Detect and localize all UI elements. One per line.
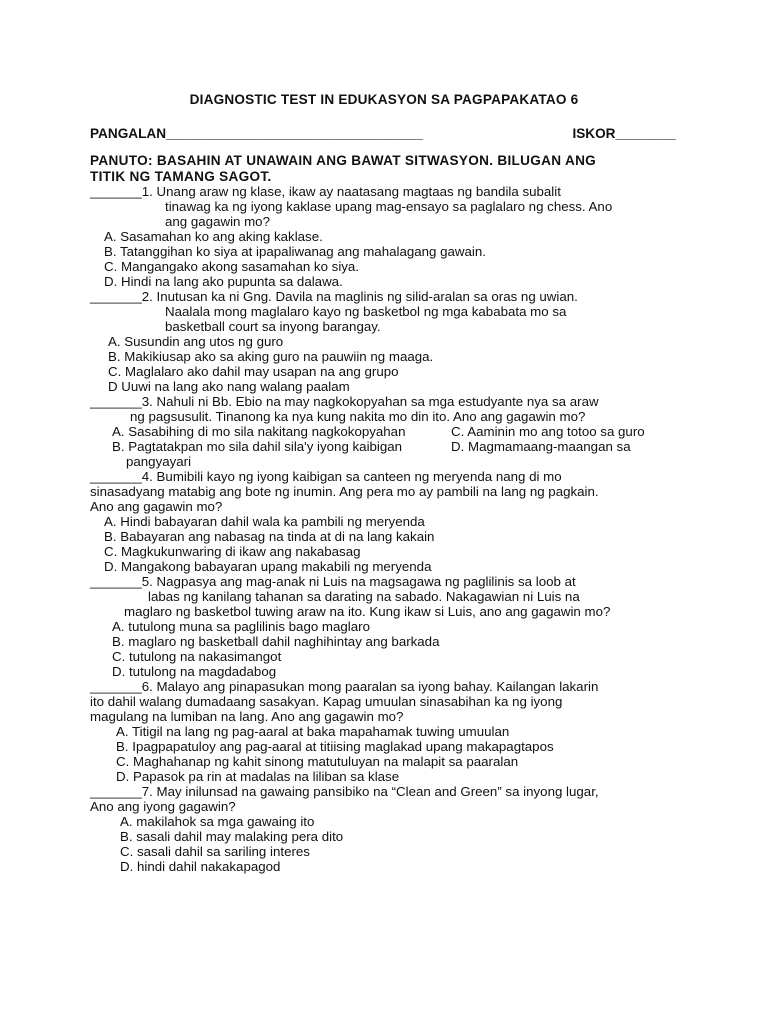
question-1 xyxy=(90,184,690,289)
question-4-option-d: D. Mangakong babayaran upang makabili ng meryenda xyxy=(104,559,432,574)
question-3-line-1: _______3. Nahuli ni Bb. Ebio na may nagkokopyahan sa mga estudyante nya sa araw xyxy=(90,394,599,409)
question-2-line-1: _______2. Inutusan ka ni Gng. Davila na maglinis ng silid-aralan sa oras ng uwian. xyxy=(90,289,578,304)
question-3-line-2: ng pagsusulit. Tinanong ka nya kung nakita mo din ito. Ano ang gagawin mo? xyxy=(130,409,586,424)
question-7-option-d: D. hindi dahil nakakapagod xyxy=(120,859,281,874)
instructions-line-2: TITIK NG TAMANG SAGOT. xyxy=(90,168,272,184)
question-4-option-a: A. Hindi babayaran dahil wala ka pambili ng meryenda xyxy=(104,514,425,529)
question-6-line-2: ito dahil walang dumadaang sasakyan. Kapag umuulan sinasabihan ka ng iyong xyxy=(90,694,563,709)
question-4-line-3: Ano ang gagawin mo? xyxy=(90,499,223,514)
question-2-line-2: Naalala mong maglalaro kayo ng basketbol ng mga kababata mo sa xyxy=(165,304,567,319)
question-6-option-c: C. Maghahanap ng kahit sinong matutuluyan na malapit sa paaralan xyxy=(116,754,519,769)
question-4-line-1: _______4. Bumibili kayo ng iyong kaibigan sa canteen ng meryenda nang di mo xyxy=(90,469,562,484)
question-1-line-2: tinawag ka ng iyong kaklase upang mag-ensayo sa paglalaro ng chess. Ano xyxy=(165,199,613,214)
instructions xyxy=(90,153,680,184)
question-7-option-b: B. sasali dahil may malaking pera dito xyxy=(120,829,344,844)
question-2-option-a: A. Susundin ang utos ng guro xyxy=(108,334,284,349)
score-field-label: ISKOR________ xyxy=(572,126,676,141)
question-3-option-c: C. Aaminin mo ang totoo sa guro xyxy=(451,424,645,439)
instructions-line-1: PANUTO: BASAHIN AT UNAWAIN ANG BAWAT SITWASYON. BILUGAN ANG xyxy=(90,153,597,168)
question-1-option-d: D. Hindi na lang ako pupunta sa dalawa. xyxy=(104,274,343,289)
question-2-option-c: C. Maglalaro ako dahil may usapan na ang grupo xyxy=(108,364,399,379)
question-3-options-row-2 xyxy=(90,439,690,454)
question-3-option-d-continued: pangyayari xyxy=(126,454,192,469)
question-4-option-c: C. Magkukunwaring di ikaw ang nakabasag xyxy=(104,544,361,559)
document-title: DIAGNOSTIC TEST IN EDUKASYON SA PAGPAPAKATAO 6 xyxy=(189,92,579,107)
question-6-line-3: magulang na lumiban na lang. Ano ang gagawin mo? xyxy=(90,709,404,724)
question-4-option-b: B. Babayaran ang nabasag na tinda at di na lang kakain xyxy=(104,529,435,544)
name-score-row xyxy=(90,126,676,144)
question-1-line-3: ang gagawin mo? xyxy=(165,214,270,229)
question-7-option-a: A. makilahok sa mga gawaing ito xyxy=(120,814,315,829)
question-5-line-1: _______5. Nagpasya ang mag-anak ni Luis na magsagawa ng paglilinis sa loob at xyxy=(90,574,576,589)
name-field-label: PANGALAN__________________________________ xyxy=(90,126,424,141)
question-5 xyxy=(90,574,690,679)
question-2-option-b: B. Makikiusap ako sa aking guro na pauwiin ng maaga. xyxy=(108,349,434,364)
question-6 xyxy=(90,679,690,784)
question-7-line-1: _______7. May inilunsad na gawaing pansibiko na “Clean and Green” sa inyong lugar, xyxy=(90,784,599,799)
question-5-line-3: maglaro ng basketbol tuwing araw na ito. Kung ikaw si Luis, ano ang gagawin mo? xyxy=(124,604,611,619)
question-3-option-d: D. Magmamaang-maangan sa xyxy=(451,439,631,454)
question-6-line-1: _______6. Malayo ang pinapasukan mong paaralan sa iyong bahay. Kailangan lakarin xyxy=(90,679,599,694)
question-4-line-2: sinasadyang matabig ang bote ng inumin. Ang pera mo ay pambili na lang ng pagkain. xyxy=(90,484,599,499)
question-7-option-c: C. sasali dahil sa sariling interes xyxy=(120,844,310,859)
question-1-option-a: A. Sasamahan ko ang aking kaklase. xyxy=(104,229,323,244)
question-7 xyxy=(90,784,690,874)
question-3-options-row-1 xyxy=(90,424,690,439)
question-5-option-c: C. tutulong na nakasimangot xyxy=(112,649,282,664)
question-3 xyxy=(90,394,690,469)
question-5-line-2: labas ng kanilang tahanan sa darating na sabado. Nakagawian ni Luis na xyxy=(148,589,580,604)
question-6-option-a: A. Titigil na lang ng pag-aaral at baka mapahamak tuwing umuulan xyxy=(116,724,510,739)
question-1-option-c: C. Mangangako akong sasamahan ko siya. xyxy=(104,259,360,274)
question-2-option-d: D Uuwi na lang ako nang walang paalam xyxy=(108,379,350,394)
question-2 xyxy=(90,289,690,394)
question-3-option-b: B. Pagtatakpan mo sila dahil sila'y iyong kaibigan xyxy=(112,439,403,454)
question-6-option-b: B. Ipagpapatuloy ang pag-aaral at titiising maglakad upang makapagtapos xyxy=(116,739,554,754)
question-7-line-2: Ano ang iyong gagawin? xyxy=(90,799,236,814)
question-6-option-d: D. Papasok pa rin at madalas na liliban sa klase xyxy=(116,769,400,784)
question-2-line-3: basketball court sa inyong barangay. xyxy=(165,319,381,334)
question-5-option-b: B. maglaro ng basketball dahil naghihintay ang barkada xyxy=(112,634,440,649)
question-5-option-d: D. tutulong na magdadabog xyxy=(112,664,277,679)
question-1-line-1: _______1. Unang araw ng klase, ikaw ay naatasang magtaas ng bandila subalit xyxy=(90,184,561,199)
question-4 xyxy=(90,469,690,574)
question-5-option-a: A. tutulong muna sa paglilinis bago maglaro xyxy=(112,619,370,634)
questions-list xyxy=(90,184,690,874)
question-1-option-b: B. Tatanggihan ko siya at ipapaliwanag ang mahalagang gawain. xyxy=(104,244,486,259)
question-3-option-a: A. Sasabihing di mo sila nakitang nagkokopyahan xyxy=(112,424,406,439)
